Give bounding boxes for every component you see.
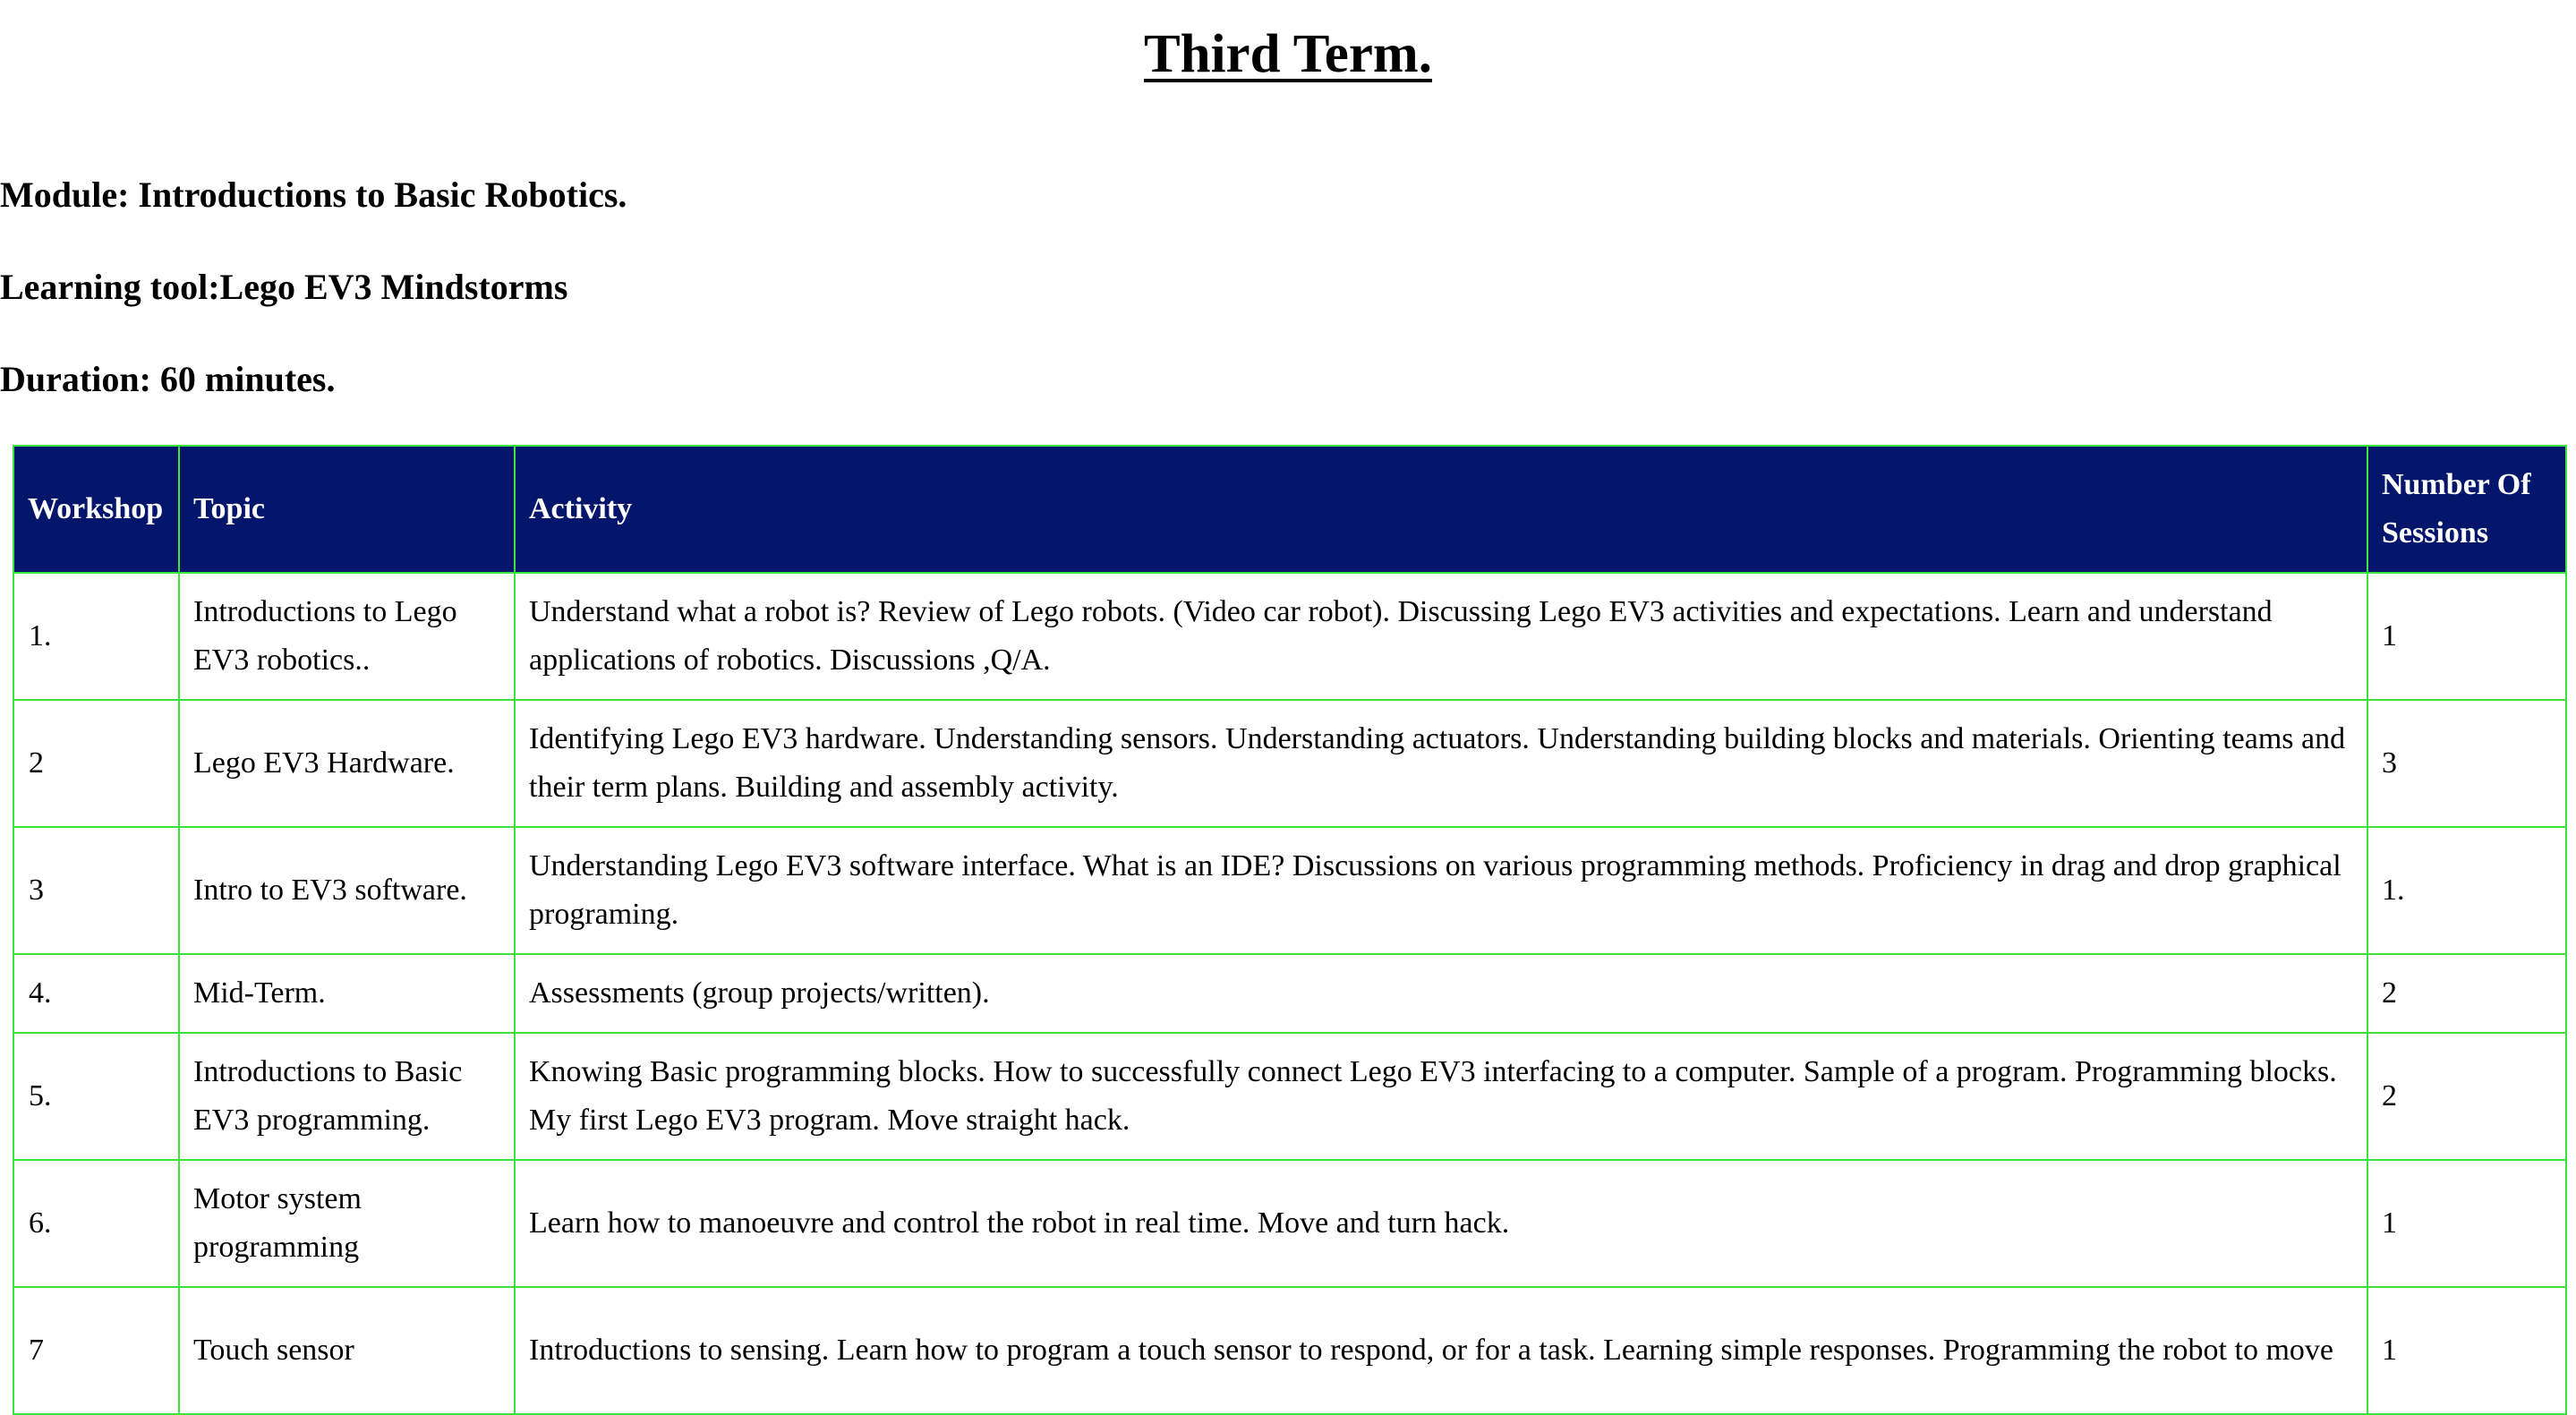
duration-heading: Duration: 60 minutes.	[0, 359, 336, 399]
topic-cell: Introductions to Basic EV3 programming.	[179, 1033, 515, 1160]
topic-cell: Intro to EV3 software.	[179, 827, 515, 954]
header-row	[13, 446, 2566, 573]
activity-cell: Introductions to sensing. Learn how to program a touch sensor to respond, or for a task. Learning simple responses. Programming the robot to move	[515, 1287, 2367, 1414]
table-header	[13, 446, 2566, 573]
header-topic: Topic	[179, 446, 515, 573]
activity-cell: Assessments (group projects/written).	[515, 954, 2367, 1033]
sessions-cell: 1	[2367, 573, 2566, 700]
sessions-cell: 1	[2367, 1160, 2566, 1287]
activity-cell: Knowing Basic programming blocks. How to successfully connect Lego EV3 interfacing to a computer. Sample of a program. Programming blocks. My first Lego EV3 program. Move straight hack.	[515, 1033, 2367, 1160]
workshop-cell: 3	[13, 827, 179, 954]
workshop-cell: 2	[13, 700, 179, 827]
sessions-cell: 2	[2367, 1033, 2566, 1160]
workshop-cell: 6.	[13, 1160, 179, 1287]
activity-cell: Understand what a robot is? Review of Lego robots. (Video car robot). Discussing Lego EV3 activities and expectations. Learn and understand applications of robotics. Discussions ,Q/A.	[515, 573, 2367, 700]
workshop-cell: 4.	[13, 954, 179, 1033]
module-heading: Module: Introductions to Basic Robotics.	[0, 175, 627, 215]
topic-cell: Introductions to Lego EV3 robotics..	[179, 573, 515, 700]
activity-cell: Learn how to manoeuvre and control the robot in real time. Move and turn hack.	[515, 1160, 2367, 1287]
learning-tool-heading: Learning tool:Lego EV3 Mindstorms	[0, 267, 568, 307]
table-row	[13, 573, 2566, 700]
table-row	[13, 1033, 2566, 1160]
topic-cell: Lego EV3 Hardware.	[179, 700, 515, 827]
topic-cell: Mid-Term.	[179, 954, 515, 1033]
topic-cell: Touch sensor	[179, 1287, 515, 1414]
table-row	[13, 1287, 2566, 1414]
workshop-cell: 5.	[13, 1033, 179, 1160]
sessions-cell: 2	[2367, 954, 2566, 1033]
sessions-cell: 3	[2367, 700, 2566, 827]
table-row	[13, 827, 2566, 954]
table-row	[13, 1160, 2566, 1287]
topic-cell: Motor system programming	[179, 1160, 515, 1287]
workshop-cell: 7	[13, 1287, 179, 1414]
workshop-table	[13, 445, 2567, 1415]
sessions-cell: 1	[2367, 1287, 2566, 1414]
table-body	[13, 573, 2566, 1414]
activity-cell: Understanding Lego EV3 software interface. What is an IDE? Discussions on various programming methods. Proficiency in drag and drop graphical programing.	[515, 827, 2367, 954]
table-row	[13, 700, 2566, 827]
sessions-cell: 1.	[2367, 827, 2566, 954]
header-sessions: Number Of Sessions	[2367, 446, 2566, 573]
header-activity: Activity	[515, 446, 2367, 573]
page-title: Third Term.	[1143, 24, 1432, 84]
activity-cell: Identifying Lego EV3 hardware. Understanding sensors. Understanding actuators. Understanding building blocks and materials. Orienting teams and their term plans. Building and assembly activity.	[515, 700, 2367, 827]
workshop-cell: 1.	[13, 573, 179, 700]
table-row	[13, 954, 2566, 1033]
header-workshop: Workshop	[13, 446, 179, 573]
